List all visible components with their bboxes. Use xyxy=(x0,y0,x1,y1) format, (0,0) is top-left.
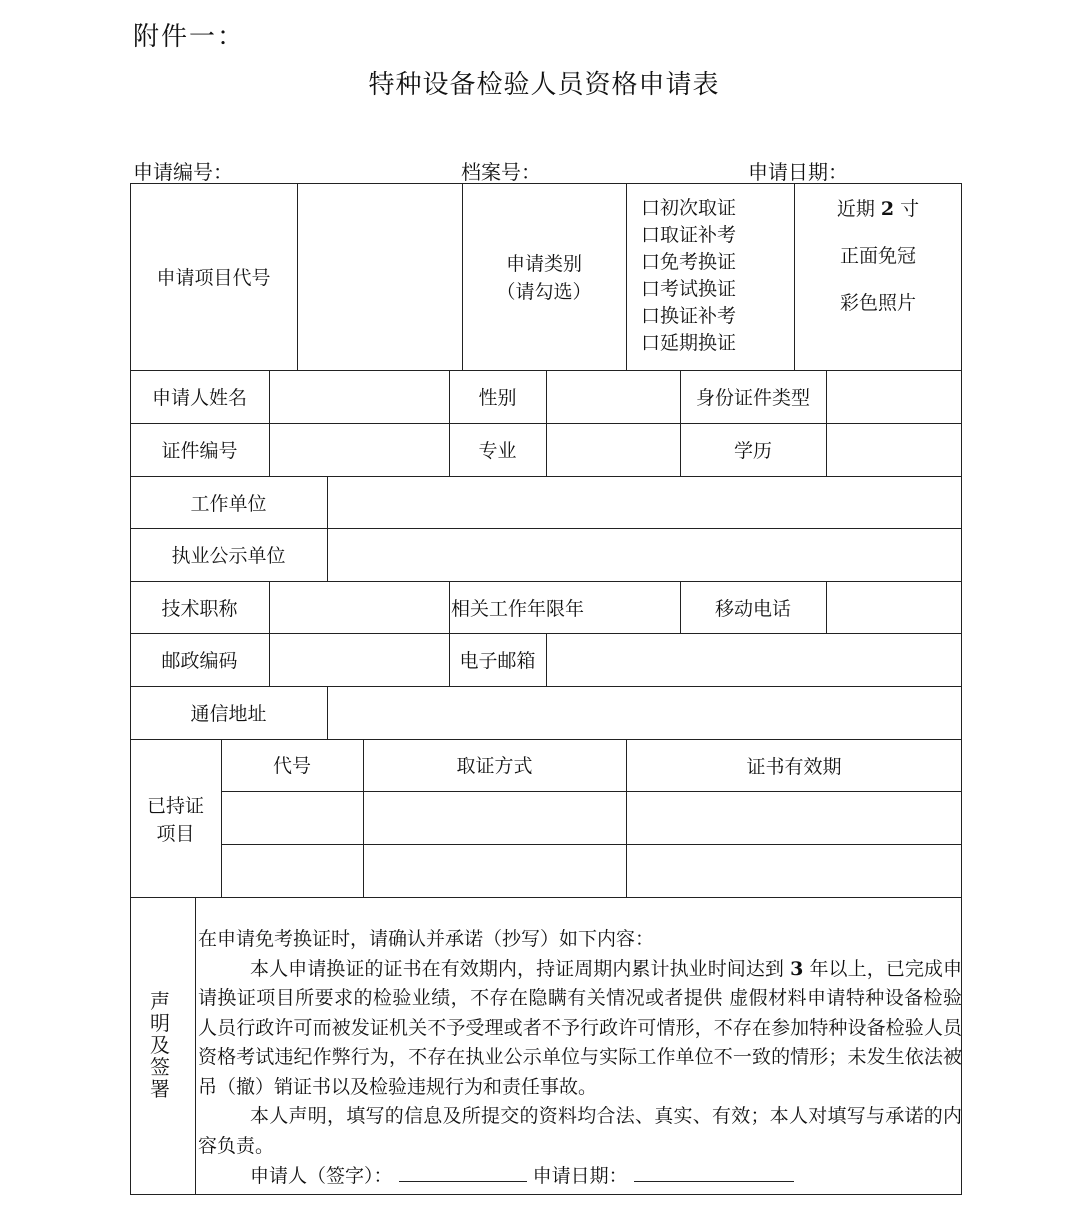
public-unit-label: 执业公示单位 xyxy=(171,545,286,567)
declaration-intro: 在申请免考换证时，请确认并承诺（抄写）如下内容： xyxy=(198,928,655,950)
signature-line: 申请人（签字）： 申请日期： xyxy=(198,1161,962,1192)
address-field[interactable] xyxy=(327,686,962,739)
id-type-field[interactable] xyxy=(826,370,962,423)
major-label: 专业 xyxy=(478,440,517,462)
category-option-exam-renew[interactable]: 口考试换证 xyxy=(641,278,737,300)
mobile-field[interactable] xyxy=(826,581,962,633)
id-no-label: 证件编号 xyxy=(161,440,238,462)
address-label: 通信地址 xyxy=(190,703,267,725)
held-cert-code-cell[interactable] xyxy=(221,844,363,897)
work-years-label: 相关工作年限年 xyxy=(451,597,585,620)
name-field[interactable] xyxy=(269,370,449,423)
photo-placeholder: 近期 2 寸 正面免冠 彩色照片 xyxy=(836,198,920,314)
held-cert-code-header: 代号 xyxy=(272,755,311,777)
held-cert-validity-cell[interactable] xyxy=(626,844,962,897)
signature-field[interactable] xyxy=(399,1161,527,1182)
category-option-initial[interactable]: 口初次取证 xyxy=(641,197,737,219)
application-no-label: 申请编号： xyxy=(133,160,233,184)
declaration-paragraph-1: 本人申请换证的证书在有效期内，持证周期内累计执业时间达到 3 年以上，已完成申请换证项目所要求的检验业绩，不存在隐瞒有关情况或者提供 虚假材料申请特种设备检验人员行政许可而被发证机关不予受理或者不予行政许可情形，不存在参加特种设备检验人员资格考试违纪作弊行为，不存在执业公示单位与实际工作单位不一致的情形；未发生依法被吊（撤）销证书以及检验违规行为和责任事故。 xyxy=(198,957,962,1098)
education-field[interactable] xyxy=(826,423,962,476)
declaration-text xyxy=(198,925,962,1192)
held-cert-label: 已持证 项目 xyxy=(146,795,204,845)
name-label: 申请人姓名 xyxy=(151,387,247,409)
signature-date-field[interactable] xyxy=(634,1161,794,1182)
education-label: 学历 xyxy=(733,440,772,462)
form-title: 特种设备检验人员资格申请表 xyxy=(368,70,720,100)
category-option-renew-retake[interactable]: 口换证补考 xyxy=(641,305,737,327)
gender-label: 性别 xyxy=(478,387,517,409)
email-field[interactable] xyxy=(546,633,962,686)
project-code-label: 申请项目代号 xyxy=(156,267,271,289)
project-code-field[interactable] xyxy=(297,183,462,370)
archive-no-label: 档案号： xyxy=(461,160,541,184)
held-cert-validity-cell[interactable] xyxy=(626,791,962,844)
id-no-field[interactable] xyxy=(269,423,449,476)
held-cert-method-cell[interactable] xyxy=(363,844,626,897)
tech-title-label: 技术职称 xyxy=(161,597,238,620)
declaration-side-label: 声 明 及 签 署 xyxy=(150,989,170,1101)
tech-title-field[interactable] xyxy=(269,581,449,633)
employer-field[interactable] xyxy=(327,476,962,528)
declaration-paragraph-2: 本人声明，填写的信息及所提交的资料均合法、真实、有效；本人对填写与承诺的内容负责。 xyxy=(198,1105,962,1157)
category-label: 申请类别 （请勾选） xyxy=(496,253,592,303)
postcode-field[interactable] xyxy=(269,633,449,686)
attachment-label: 附件一： xyxy=(133,22,246,52)
employer-label: 工作单位 xyxy=(190,492,267,515)
category-checklist xyxy=(641,195,736,357)
postcode-label: 邮政编码 xyxy=(161,650,238,672)
email-label: 电子邮箱 xyxy=(459,650,536,672)
category-option-extend-renew[interactable]: 口延期换证 xyxy=(641,332,737,354)
id-type-label: 身份证件类型 xyxy=(695,387,810,409)
major-field[interactable] xyxy=(546,423,680,476)
held-cert-validity-header: 证书有效期 xyxy=(746,755,842,778)
application-date-label: 申请日期： xyxy=(748,160,848,184)
held-cert-code-cell[interactable] xyxy=(221,791,363,844)
category-option-exempt-renew[interactable]: 口免考换证 xyxy=(641,251,737,273)
mobile-label: 移动电话 xyxy=(714,597,791,620)
held-cert-method-header: 取证方式 xyxy=(456,755,533,777)
gender-field[interactable] xyxy=(546,370,680,423)
public-unit-field[interactable] xyxy=(327,528,962,581)
held-cert-method-cell[interactable] xyxy=(363,791,626,844)
category-option-retake[interactable]: 口取证补考 xyxy=(641,224,737,246)
